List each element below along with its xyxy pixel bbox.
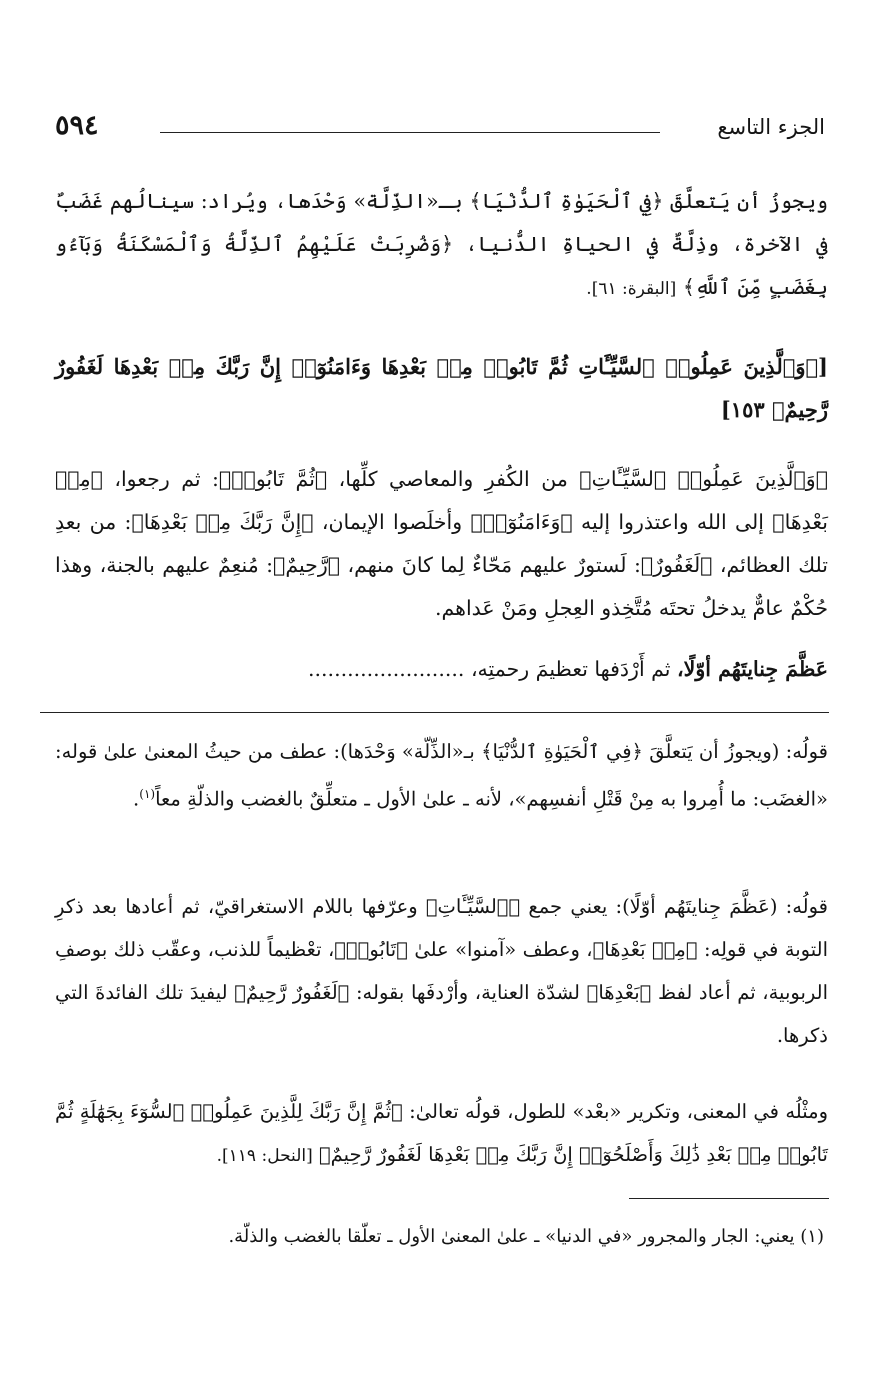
running-head: الجزء التاسع: [717, 115, 825, 139]
sharh-text: ومثْلُه في المعنى، وتكرير «بعْد» للطول، قولُه تعالىٰ: ﴿ثُمَّ إِنَّ رَبَّكَ لِلَّذِينَ عَمِلُوا۟ ٱلسُّوٓءَ بِجَهَٰلَةٍ ثُمَّ تَابُوا۟ مِنۢ بَعْدِ ذَٰلِكَ وَأَصْلَحُوٓا۟ إِنَّ رَبَّكَ مِنۢ بَعْدِهَا لَغَفُورٌ رَّحِيمٌ﴾: [55, 1100, 828, 1166]
page-header: [55, 110, 825, 150]
header-rule: [160, 132, 660, 133]
main-body-text: ويجوزُ أن يَتعلَّقَ ﴿فِي ٱلْحَيَوٰةِ ٱلدُّنْيَا﴾ بـ«الذِّلَّة» وَحْدَها، ويُراد: سينالُهم غَضَبٌ في الآخرة، وذِلَّةٌ في الحياةِ الدُّنيا، ﴿وَضُرِبَتْ عَلَيْهِمُ ٱلذِّلَّةُ وَٱلْمَسْكَنَةُ وَبَآءُو بِغَضَبٍ مِّنَ ٱللَّهِ﴾: [55, 189, 828, 299]
verse-block: [﴿وَٱلَّذِينَ عَمِلُوا۟ ٱلسَّيِّـَٔاتِ ثُمَّ تَابُوا۟ مِنۢ بَعْدِهَا وَءَامَنُوٓا۟ إِنَّ رَبَّكَ مِنۢ بَعْدِهَا لَغَفُورٌ رَّحِيمٌ﴾ ١٥٣]: [55, 354, 828, 422]
commentary-paragraph-2: [55, 648, 828, 691]
sharh-paragraph-3: [55, 1090, 828, 1178]
continuation-dots: ........................: [308, 657, 465, 681]
sharh-paragraph-2: قولُه: (عَظَّمَ جِنايتَهُم أوّلًا): يعني جمع ﴿ٱلسَّيِّـَٔاتِ﴾ وعرّفها باللام الاستغراقيّ، ثم أعادها بعد ذكرِ التوبة في قولِه: ﴿مِنۢ بَعْدِهَا﴾، وعطف «آمنوا» علىٰ ﴿تَابُوا۟﴾، تعْظيماً للذنب، وعقّب ذلك بوصفِ الربوبية، ثم أعاد لفظ ﴿بَعْدِهَا﴾ لشدّة العناية، وأرْدفَها بقوله: ﴿لَغَفُورٌ رَّحِيمٌ﴾ ليفيدَ تلك الفائدةَ التي ذكرها.: [55, 895, 828, 1047]
sharh-paragraph-1: [55, 730, 828, 821]
quran-reference: [البقرة: ٦١].: [586, 279, 677, 299]
footnote-divider: [629, 1198, 829, 1199]
sharh-text-end: .: [133, 787, 140, 811]
commentary-lead: عَظَّمَ جِنايتَهُم أوّلًا،: [677, 657, 828, 681]
commentary-text: ثم أَرْدَفها تعظيمَ رحمتِه،: [470, 657, 678, 681]
commentary-paragraph: ﴿وَٱلَّذِينَ عَمِلُوا۟ ٱلسَّيِّـَٔاتِ﴾ من الكُفرِ والمعاصي كلِّها، ﴿ثُمَّ تَابُوا۟﴾: ثم رجعوا، ﴿مِنۢ بَعْدِهَا﴾ إلى الله واعتذروا إليه ﴿وَءَامَنُوٓا۟﴾ وأخلَصوا الإيمان، ﴿إِنَّ رَبَّكَ مِنۢ بَعْدِهَا﴾: من بعدِ تلك العظائم، ﴿لَغَفُورٌ﴾: لَستورٌ عليهم مَحّاءٌ لِما كانَ منهم، ﴿رَّحِيمٌ﴾: مُنعِمٌ عليهم بالجنة، وهذا حُكْمٌ عامٌّ يدخلُ تحتَه مُتَّخِذو العِجلِ ومَنْ عَداهم.: [55, 467, 828, 620]
sharh-text: قولُه: (ويجوزُ أن يَتعلَّقَ ﴿فِي ٱلْحَيَوٰةِ ٱلدُّنْيَا﴾ بـ«الذِّلّة» وَحْدَها): عطف من حيثُ المعنىٰ علىٰ قوله: «الغضَب: ما أُمِروا به مِنْ قَتْلِ أنفسِهم»، لأنه ـ علىٰ الأول ـ متعلِّقٌ بالغضب والذلّةِ معاً: [55, 740, 828, 811]
quran-reference: [النحل: ١١٩].: [216, 1146, 313, 1166]
section-divider: [40, 712, 829, 713]
footnote: (١) يعني: الجار والمجرور «في الدنيا» ـ علىٰ المعنىٰ الأول ـ تعلّقا بالغضب والذلّة.: [228, 1226, 824, 1247]
page-number: ٥٩٤: [55, 110, 99, 141]
main-body-paragraph: [55, 180, 828, 311]
footnote-marker[interactable]: (١): [139, 787, 156, 801]
